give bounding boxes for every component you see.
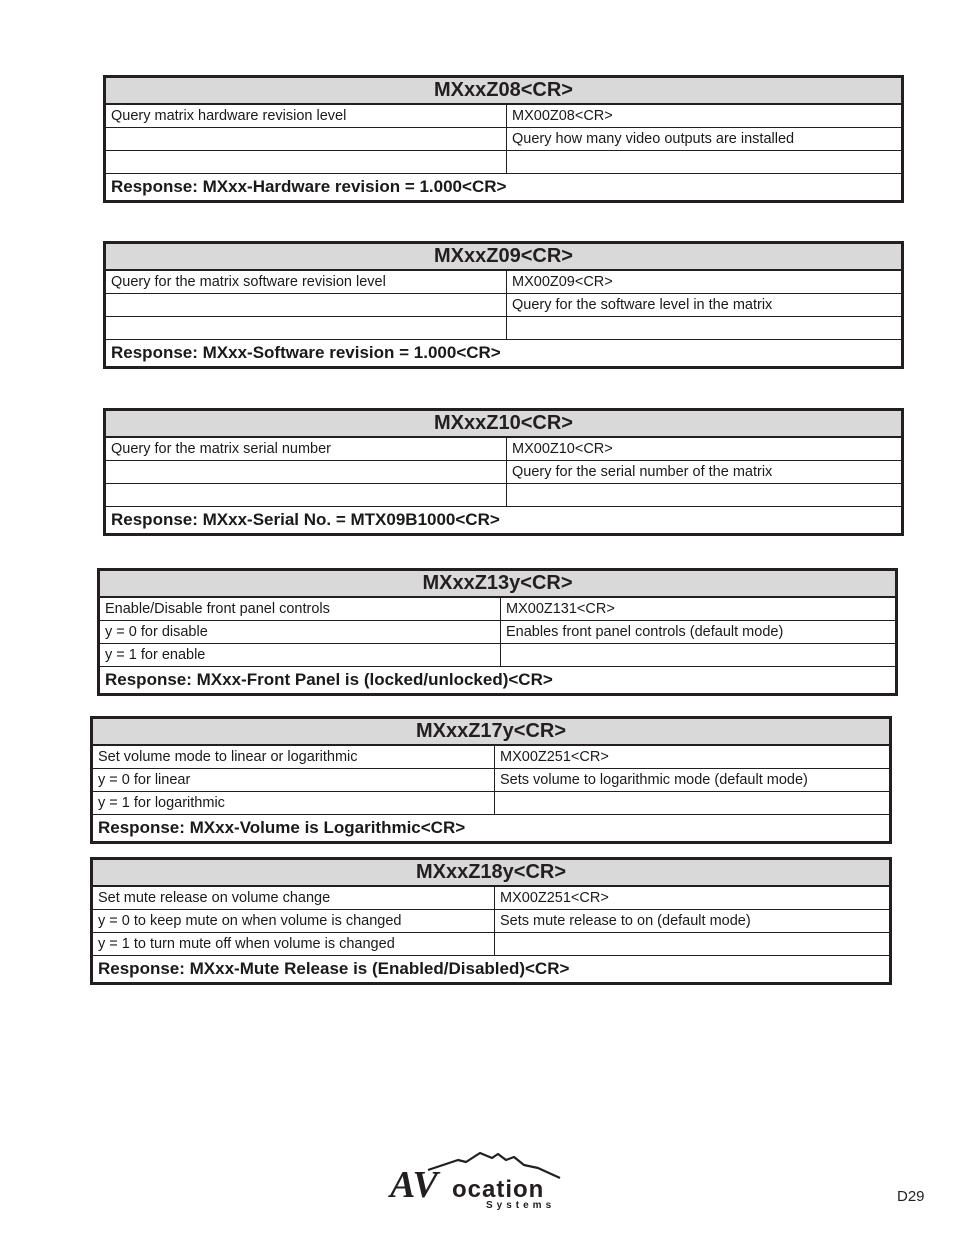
table-cell-description	[106, 294, 507, 316]
table-cell-example: Query for the serial number of the matrix	[512, 464, 773, 480]
response-text: Response: MXxx-Front Panel is (locked/unlocked)<CR>	[105, 670, 553, 689]
table-cell-description	[106, 461, 507, 483]
avocation-logo	[388, 1148, 570, 1210]
table-row	[106, 271, 901, 294]
command-header: MXxxZ17y<CR>	[93, 719, 889, 746]
table-cell-description	[106, 484, 507, 506]
table-cell-example: Enables front panel controls (default mode)	[506, 624, 784, 640]
table-cell-example	[501, 644, 895, 666]
table-row	[93, 933, 889, 956]
command-header: MXxxZ10<CR>	[106, 411, 901, 438]
response-text: Response: MXxx-Software revision = 1.000<CR>	[111, 343, 501, 362]
table-cell-example	[507, 151, 901, 173]
table-row	[106, 317, 901, 340]
table-row	[93, 769, 889, 792]
command-table	[97, 568, 898, 696]
table-cell-example: Sets mute release to on (default mode)	[500, 913, 751, 929]
table-row	[106, 438, 901, 461]
table-row	[100, 598, 895, 621]
table-cell-example: MX00Z251<CR>	[500, 749, 609, 765]
table-cell-example: MX00Z131<CR>	[506, 601, 615, 617]
command-table	[103, 75, 904, 203]
table-row	[93, 746, 889, 769]
response-text: Response: MXxx-Mute Release is (Enabled/Disabled)<CR>	[98, 959, 570, 978]
table-cell-description: y = 1 for enable	[100, 644, 501, 666]
table-cell-example: MX00Z251<CR>	[500, 890, 609, 906]
table-cell-description: Query matrix hardware revision level	[106, 105, 507, 127]
command-header: MXxxZ08<CR>	[106, 78, 901, 105]
table-row	[106, 461, 901, 484]
table-cell-description: y = 1 for logarithmic	[93, 792, 495, 814]
table-cell-description: Set volume mode to linear or logarithmic	[93, 746, 495, 768]
response-text: Response: MXxx-Serial No. = MTX09B1000<CR>	[111, 510, 500, 529]
table-row	[100, 621, 895, 644]
table-cell-description: Query for the matrix software revision level	[106, 271, 507, 293]
table-row	[106, 484, 901, 507]
command-table	[90, 857, 892, 985]
table-cell-example: MX00Z09<CR>	[512, 274, 613, 290]
response-text: Response: MXxx-Volume is Logarithmic<CR>	[98, 818, 466, 837]
command-header: MXxxZ13y<CR>	[100, 571, 895, 598]
table-cell-description: Query for the matrix serial number	[106, 438, 507, 460]
table-cell-example: MX00Z08<CR>	[512, 108, 613, 124]
table-cell-description: Set mute release on volume change	[93, 887, 495, 909]
table-cell-example: Query for the software level in the matrix	[512, 297, 773, 313]
table-row	[93, 887, 889, 910]
command-table	[103, 408, 904, 536]
table-cell-description: y = 1 to turn mute off when volume is changed	[93, 933, 495, 955]
table-cell-description	[106, 128, 507, 150]
table-cell-example: Query how many video outputs are installed	[512, 131, 795, 147]
table-cell-example	[495, 792, 889, 814]
table-cell-example: Sets volume to logarithmic mode (default mode)	[500, 772, 808, 788]
mountain-logo-icon	[388, 1148, 570, 1210]
table-row	[93, 792, 889, 815]
command-header: MXxxZ09<CR>	[106, 244, 901, 271]
table-cell-description: y = 0 to keep mute on when volume is changed	[93, 910, 495, 932]
page-number: D29	[897, 1188, 925, 1205]
table-row	[100, 644, 895, 667]
table-cell-description	[106, 151, 507, 173]
table-row	[106, 105, 901, 128]
table-cell-example	[507, 317, 901, 339]
svg-text:ocation: ocation	[452, 1176, 545, 1203]
table-cell-example	[495, 933, 889, 955]
table-cell-description: y = 0 for disable	[100, 621, 501, 643]
table-cell-example: MX00Z10<CR>	[512, 441, 613, 457]
response-text: Response: MXxx-Hardware revision = 1.000<CR>	[111, 177, 507, 196]
command-table	[90, 716, 892, 844]
table-cell-description	[106, 317, 507, 339]
command-header: MXxxZ18y<CR>	[93, 860, 889, 887]
svg-text:Systems: Systems	[486, 1200, 556, 1210]
table-cell-description: y = 0 for linear	[93, 769, 495, 791]
table-row	[106, 294, 901, 317]
table-row	[106, 151, 901, 174]
table-cell-description: Enable/Disable front panel controls	[100, 598, 501, 620]
table-row	[106, 128, 901, 151]
svg-text:AV: AV	[390, 1164, 438, 1206]
table-row	[93, 910, 889, 933]
command-table	[103, 241, 904, 369]
table-cell-example	[507, 484, 901, 506]
